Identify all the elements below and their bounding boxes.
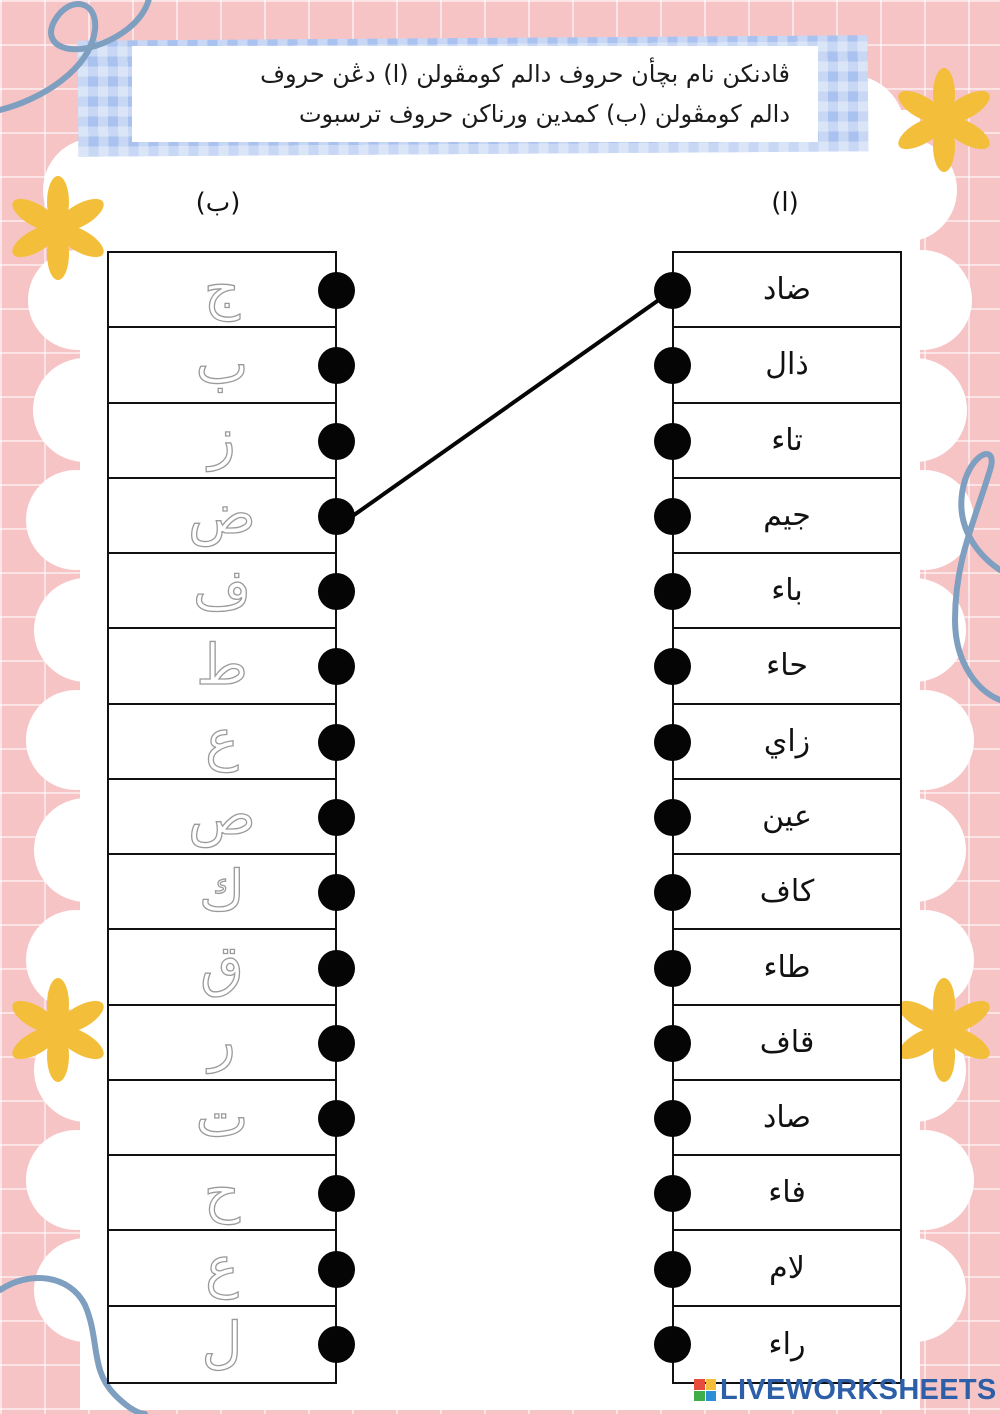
dot-a-3[interactable] [654, 423, 691, 460]
name-row [674, 705, 900, 780]
letter-name: تاء [771, 422, 803, 458]
letter-row [109, 1231, 335, 1306]
dot-b-10[interactable] [318, 950, 355, 987]
letter-name: ذال [765, 347, 809, 383]
letter-name: باء [771, 573, 803, 609]
dot-b-12[interactable] [318, 1100, 355, 1137]
name-row [674, 1231, 900, 1306]
arabic-letter: ل [201, 1311, 243, 1377]
name-row [674, 404, 900, 479]
instruction-line-2: دالم كومڤولن (ب) كمدين ورناكن حروف ترسبوت [298, 100, 790, 128]
arabic-letter: ط [196, 632, 248, 698]
dot-a-9[interactable] [654, 874, 691, 911]
dot-a-1[interactable] [654, 272, 691, 309]
letter-row [109, 404, 335, 479]
arabic-letter: ض [188, 482, 256, 548]
letter-row [109, 1006, 335, 1081]
dot-b-14[interactable] [318, 1251, 355, 1288]
arabic-letter: ت [195, 1084, 249, 1150]
dot-b-6[interactable] [318, 648, 355, 685]
arabic-letter: ف [192, 557, 252, 623]
arabic-letter: ز [208, 407, 236, 473]
letter-name: طاء [763, 949, 811, 985]
dot-a-7[interactable] [654, 724, 691, 761]
letter-row [109, 705, 335, 780]
name-row [674, 629, 900, 704]
dot-a-4[interactable] [654, 498, 691, 535]
letter-row [109, 930, 335, 1005]
name-row [674, 328, 900, 403]
dot-a-12[interactable] [654, 1100, 691, 1137]
dot-a-15[interactable] [654, 1326, 691, 1363]
dot-a-8[interactable] [654, 799, 691, 836]
names-column-a [672, 251, 902, 1384]
letter-row [109, 1156, 335, 1231]
letter-name: قاف [759, 1024, 815, 1060]
dot-a-14[interactable] [654, 1251, 691, 1288]
name-row [674, 1081, 900, 1156]
letter-name: صاد [763, 1100, 811, 1136]
dot-a-2[interactable] [654, 347, 691, 384]
dot-b-9[interactable] [318, 874, 355, 911]
letter-row [109, 1307, 335, 1382]
letter-name: عين [762, 798, 812, 834]
letter-row [109, 554, 335, 629]
arabic-letter: ج [203, 256, 241, 322]
instruction-line-1: ڤادنكن نام بچأن حروف دالم كومڤولن (ا) دڠن حروف [260, 60, 790, 88]
letter-name: لام [769, 1250, 805, 1286]
arabic-letter: ب [195, 331, 249, 397]
dot-b-8[interactable] [318, 799, 355, 836]
name-row [674, 554, 900, 629]
liveworksheets-logo-icon [694, 1379, 716, 1401]
name-row [674, 1006, 900, 1081]
dot-a-11[interactable] [654, 1025, 691, 1062]
letter-row [109, 253, 335, 328]
letter-name: فاء [768, 1175, 806, 1211]
letter-row [109, 855, 335, 930]
letter-row [109, 629, 335, 704]
dot-b-5[interactable] [318, 573, 355, 610]
liveworksheets-brand [694, 1374, 997, 1406]
letter-name: حاء [766, 648, 808, 684]
dot-b-4[interactable] [318, 498, 355, 535]
letter-name: ضاد [763, 272, 811, 308]
arabic-letter: ع [205, 708, 239, 774]
dot-b-3[interactable] [318, 423, 355, 460]
dot-a-10[interactable] [654, 950, 691, 987]
arabic-letter: ص [188, 783, 256, 849]
dot-a-5[interactable] [654, 573, 691, 610]
liveworksheets-brand-text: LIVEWORKSHEETS [720, 1373, 997, 1406]
dot-b-7[interactable] [318, 724, 355, 761]
dot-a-6[interactable] [654, 648, 691, 685]
dot-b-13[interactable] [318, 1175, 355, 1212]
letter-name: جيم [763, 497, 811, 533]
arabic-letter: ر [208, 1009, 236, 1075]
arabic-letter: ح [203, 1159, 241, 1225]
name-row [674, 253, 900, 328]
letter-row [109, 780, 335, 855]
letter-row [109, 328, 335, 403]
letter-name: كاف [759, 874, 815, 910]
instruction-text [132, 46, 818, 142]
name-row [674, 1307, 900, 1382]
letter-row [109, 1081, 335, 1156]
name-row [674, 780, 900, 855]
arabic-letter: ك [198, 858, 246, 924]
letter-row [109, 479, 335, 554]
dot-b-15[interactable] [318, 1326, 355, 1363]
column-a-label: (ا) [771, 188, 799, 218]
letter-name: زاي [763, 723, 811, 759]
name-row [674, 479, 900, 554]
name-row [674, 855, 900, 930]
name-row [674, 1156, 900, 1231]
column-b-label: (ب) [195, 188, 241, 218]
dot-b-1[interactable] [318, 272, 355, 309]
name-row [674, 930, 900, 1005]
arabic-letter: ع [205, 1235, 239, 1301]
letters-column-b [107, 251, 337, 1384]
arabic-letter: ق [200, 934, 244, 1000]
dot-b-2[interactable] [318, 347, 355, 384]
dot-a-13[interactable] [654, 1175, 691, 1212]
letter-name: راء [768, 1326, 806, 1362]
dot-b-11[interactable] [318, 1025, 355, 1062]
